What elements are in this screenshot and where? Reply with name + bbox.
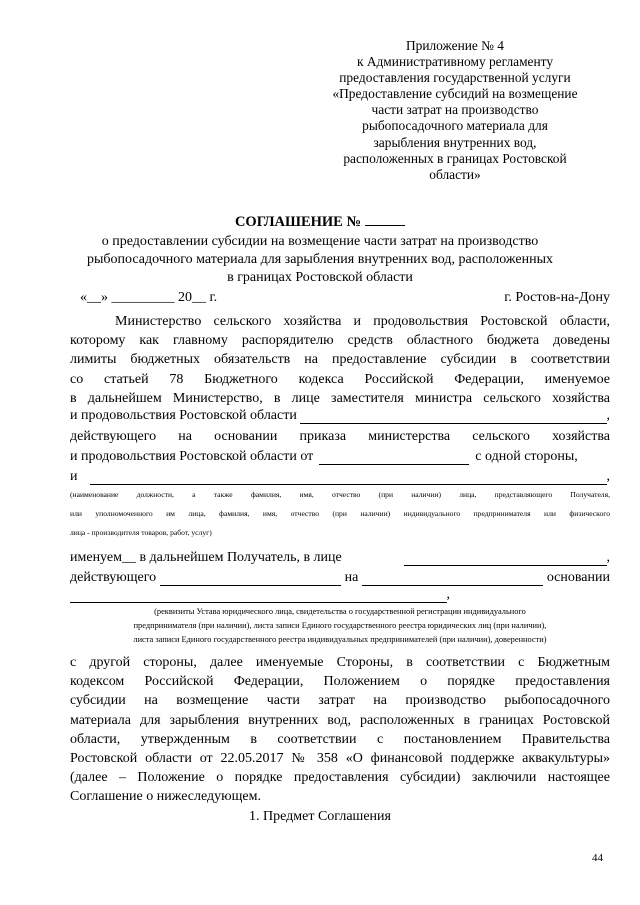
section-heading: 1. Предмет Соглашения	[249, 809, 391, 824]
agreement-number-blank	[365, 213, 405, 226]
paragraph-line: Соглашение о нижеследующем.	[70, 789, 261, 805]
agreement-city: г. Ростов-на-Дону	[504, 290, 610, 305]
appendix-line: «Предоставление субсидий на возмещение	[332, 86, 578, 102]
recipient-name-line: и ,	[70, 469, 610, 484]
basis-details-line: ,	[70, 587, 450, 603]
paragraph-line: области, утвержденным в соответствии с постановлением Правительства	[70, 731, 610, 747]
agreement-subtitle-line: о предоставлении субсидии на возмещение части затрат на производство	[101, 234, 539, 249]
recipient-basis-line: действующего на основании	[70, 570, 610, 585]
agreement-subtitle-line: в границах Ростовской области	[227, 270, 413, 285]
appendix-line: зарыбления внутренних вод,	[373, 134, 537, 150]
paragraph-line: Ростовской области от 22.05.2017 № 358 «О финансовой поддержке аквакультуры»	[70, 751, 610, 767]
representative-blank	[404, 552, 607, 566]
appendix-line: предоставления государственной услуги	[339, 70, 571, 86]
appendix-line: рыбопосадочного материала для	[362, 118, 548, 134]
paragraph-line: с другой стороны, далее именуемые Стороны, в соответствии с Бюджетным	[70, 655, 610, 670]
paragraph-line: которому как главному распорядителю средств областного бюджета доведены	[70, 333, 610, 349]
agreement-date: «__» _________ 20__ г.	[80, 290, 218, 305]
paragraph-line: Министерство сельского хозяйства и продовольствия Ростовской области,	[115, 314, 610, 329]
deputy-name-line: и продовольствия Ростовской области ,	[70, 408, 610, 423]
order-date-line: и продовольствия Ростовской области от с одной стороны,	[70, 449, 578, 464]
date-city-line	[80, 290, 610, 306]
paragraph-line: кодексом Российской Федерации, Положением о порядке предоставления	[70, 674, 610, 690]
paragraph-line: (далее – Положение о порядке предоставления субсидии) заключили настоящее	[70, 770, 610, 786]
deputy-name-blank	[300, 410, 607, 424]
paragraph-line: в дальнейшем Министерство, в лице заместителя министра сельского хозяйства	[70, 390, 610, 406]
basis-details-hint: (реквизиты Устава юридического лица, свидетельства о государственной регистрации индивидуального предпринимателя (при наличии), листа записи Единого государственного реестра юридических лиц (при наличии), листа записи Единого государственного реестра индивидуальных предпринимателей (при наличии), доверенности)	[133, 607, 547, 644]
appendix-line: к Административному регламенту	[356, 54, 554, 70]
recipient-representative-line: именуем__ в дальнейшем Получатель, в лице ,	[70, 550, 610, 565]
recipient-name-blank	[90, 471, 607, 485]
appendix-header	[330, 38, 580, 183]
recipient-name-hint: (наименование должности, а также фамилия, имя, отчество (при наличии) лица, представляющего Получателя, или уполномоченного им лица, фамилия, имя, отчество (при наличии) индивидуального предпринимателя или физического лица - производителя товаров, работ, услуг)	[70, 490, 610, 537]
appendix-line: Приложение № 4	[405, 38, 505, 53]
paragraph-line: субсидии на возмещение части затрат на производство рыбопосадочного	[70, 693, 610, 709]
appendix-line: области»	[429, 166, 481, 182]
acting-basis-line: действующего на основании приказа министерства сельского хозяйства	[70, 429, 610, 444]
paragraph-line: материала для зарыбления внутренних вод, расположенных в границах Ростовской	[70, 712, 610, 728]
order-date-blank	[319, 451, 469, 465]
agreement-title: СОГЛАШЕНИЕ №	[0, 213, 640, 231]
basis-details-blank	[70, 589, 447, 603]
appendix-line: части затрат на производство	[371, 102, 539, 118]
appendix-line: расположенных в границах Ростовской	[343, 150, 567, 166]
paragraph-line: со статьей 78 Бюджетного кодекса Российской Федерации, именуемое	[70, 371, 610, 387]
basis-blank-2	[362, 572, 542, 586]
party-one-paragraph	[70, 312, 610, 408]
party-two-paragraph	[70, 653, 610, 807]
basis-blank-1	[160, 572, 340, 586]
agreement-subtitle-line: рыбопосадочного материала для зарыбления внутренних вод, расположенных	[86, 252, 553, 267]
paragraph-line: лимиты бюджетных обязательств на предоставление субсидии в соответствии	[70, 352, 610, 368]
page-number: 44	[592, 852, 603, 864]
